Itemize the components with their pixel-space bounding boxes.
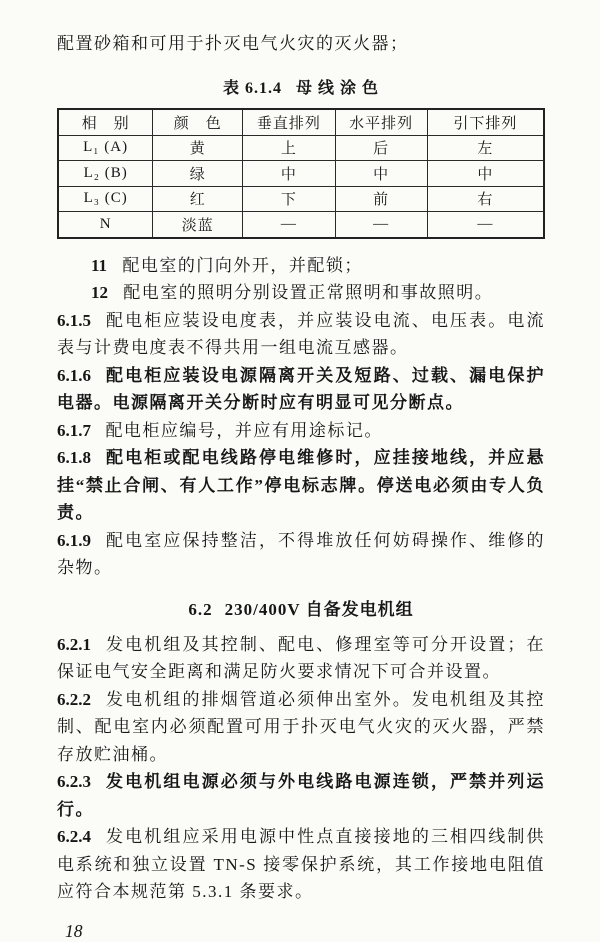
- table-caption-title: 母 线 涂 色: [296, 80, 380, 97]
- sub-item-11: [57, 252, 545, 280]
- clause-number: 6.2.3: [57, 772, 91, 791]
- item-number: 11: [91, 255, 108, 275]
- item-number: 12: [91, 283, 108, 302]
- cell-color: 淡蓝: [153, 212, 243, 238]
- clause-number: 6.2.2: [57, 689, 91, 709]
- table-caption-label: 表 6.1.4: [222, 80, 282, 97]
- table-caption: [57, 75, 545, 98]
- clause-6-2-4: [57, 823, 545, 906]
- table-row: [58, 135, 544, 161]
- clause-6-1-7: [57, 417, 545, 445]
- clause-text: 发电机组电源必须与外电线路电源连锁，严禁并列运行。: [57, 772, 545, 819]
- cell-phase: L₃ (C): [58, 186, 153, 212]
- col-header-drop: 引下排列: [427, 109, 544, 135]
- cell-phase: L₂ (B): [58, 161, 153, 187]
- cell-phase: N: [58, 212, 153, 238]
- table-row: [58, 186, 544, 212]
- cell-vertical: 中: [243, 161, 335, 187]
- clause-number: 6.1.5: [57, 310, 91, 330]
- table-row: [58, 161, 544, 187]
- clause-text: 配电柜应装设电源隔离开关及短路、过载、漏电保护电器。电源隔离开关分断时应有明显可见分断点。: [57, 365, 545, 412]
- clause-text: 配电柜应装设电度表，并应装设电流、电压表。电流表与计费电度表不得共用一组电流互感器。: [57, 310, 545, 357]
- busbar-color-table: [57, 108, 545, 239]
- table-header-row: [58, 109, 544, 135]
- intro-paragraph: 配置砂箱和可用于扑灭电气火灾的灭火器；: [57, 34, 409, 53]
- section-title: 230/400V 自备发电机组: [224, 599, 414, 619]
- cell-drop: 左: [427, 135, 544, 161]
- clause-6-2-1: [57, 631, 545, 686]
- clause-number: 6.1.6: [57, 365, 91, 385]
- clause-text: 发电机组及其控制、配电、修理室等可分开设置；在保证电气安全距离和满足防火要求情况下可合并设置。: [57, 634, 545, 681]
- col-header-phase: 相 别: [58, 109, 153, 135]
- col-header-vertical: 垂直排列: [243, 109, 335, 135]
- cell-horizontal: 中: [335, 161, 427, 187]
- cell-horizontal: 前: [335, 186, 427, 212]
- item-text: 配电室的门向外开，并配锁；: [122, 255, 363, 275]
- clause-number: 6.2.1: [57, 634, 91, 654]
- cell-vertical: —: [243, 212, 335, 238]
- cell-drop: 右: [427, 186, 544, 212]
- clause-text: 配电室应保持整洁，不得堆放任何妨碍操作、维修的杂物。: [57, 530, 545, 577]
- cell-color: 红: [153, 186, 243, 212]
- cell-color: 绿: [153, 161, 243, 187]
- clause-6-2-3: [57, 768, 545, 823]
- cell-horizontal: —: [335, 212, 427, 238]
- clause-6-1-8: [57, 444, 545, 527]
- cell-vertical: 上: [243, 135, 335, 161]
- clause-number: 6.2.4: [57, 827, 91, 846]
- clause-text: 配电柜应编号，并应有用途标记。: [105, 420, 383, 440]
- numbered-sub-items: [57, 252, 545, 307]
- col-header-color: 颜 色: [153, 109, 243, 135]
- clause-text: 发电机组应采用电源中性点直接接地的三相四线制供电系统和独立设置 TN-S 接零保护系统，其工作接地电阻值应符合本规范第 5.3.1 条要求。: [57, 827, 545, 901]
- cell-phase: L₁ (A): [58, 135, 153, 161]
- clause-text: 发电机组的排烟管道必须伸出室外。发电机组及其控制、配电室内必须配置可用于扑灭电气火灾的灭火器，严禁存放贮油桶。: [57, 689, 545, 764]
- section-heading-6-2: [57, 595, 545, 620]
- clause-6-2-2: [57, 686, 545, 769]
- cell-drop: 中: [427, 161, 544, 187]
- clause-6-1-6: [57, 362, 545, 417]
- sub-item-12: [57, 279, 545, 307]
- table-row: [58, 212, 544, 238]
- cell-drop: —: [427, 212, 544, 238]
- clause-6-1-5: [57, 307, 545, 362]
- cell-vertical: 下: [243, 186, 335, 212]
- col-header-horizontal: 水平排列: [335, 109, 427, 135]
- cell-color: 黄: [153, 135, 243, 161]
- clause-text: 配电柜或配电线路停电维修时，应挂接地线，并应悬挂“禁止合闸、有人工作”停电标志牌。停送电必须由专人负责。: [57, 448, 545, 522]
- clause-number: 6.1.7: [57, 420, 91, 440]
- section-number: 6.2: [188, 599, 213, 619]
- clause-number: 6.1.8: [57, 448, 91, 467]
- clause-6-1-9: [57, 527, 545, 582]
- page-number: 18: [65, 920, 83, 941]
- clause-number: 6.1.9: [57, 530, 91, 550]
- item-text: 配电室的照明分别设置正常照明和事故照明。: [123, 283, 494, 302]
- cell-horizontal: 后: [335, 135, 427, 161]
